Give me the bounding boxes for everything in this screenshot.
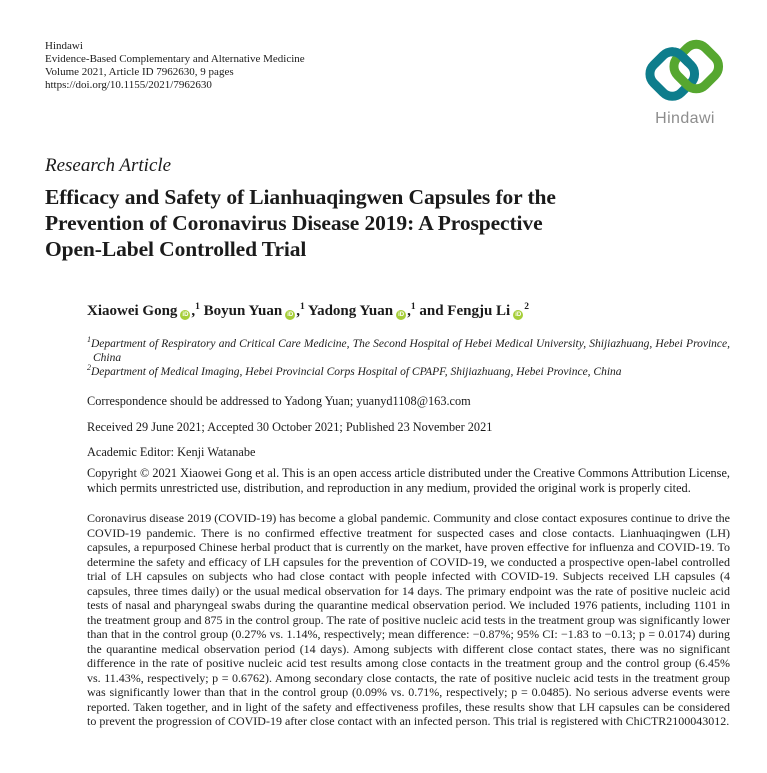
orcid-icon[interactable]: iD [287, 312, 294, 318]
masthead [45, 40, 305, 92]
authors-line [87, 303, 529, 320]
article-title-line: Efficacy and Safety of Lianhuaqingwen Capsules for the [45, 185, 556, 209]
orcid-icon[interactable]: iD [398, 312, 405, 318]
author-affiliation-ref: 1 [410, 302, 416, 312]
author: Boyun Yuan iD ,$^1$ [203, 302, 305, 319]
article-title-line: Prevention of Coronavirus Disease 2019: A Prospective [45, 211, 543, 235]
orcid-icon[interactable]: iD [182, 312, 189, 318]
affiliations [87, 337, 730, 379]
correspondence-email[interactable]: yuanyd1108@163.com [356, 394, 471, 408]
author: Xiaowei Gong iD ,$^1$ [87, 302, 200, 319]
publisher-name: Hindawi [45, 40, 83, 52]
journal-name: Evidence-Based Complementary and Alternative Medicine [45, 53, 305, 65]
copyright-notice: Copyright © 2021 Xiaowei Gong et al. This is an open access article distributed under the Creative Commons Attribution License, which permits unrestricted use, distribution, and reproduction in any medium, provided the original work is properly cited. [87, 466, 730, 495]
affiliation-sup: 2 [87, 363, 91, 373]
author: Yadong Yuan iD ,$^1$ [307, 302, 416, 319]
orcid-icon[interactable]: iD [515, 312, 522, 318]
affiliation-sup: 1 [87, 335, 91, 345]
author-affiliation-ref: 1 [299, 302, 305, 312]
hindawi-rings-icon [643, 38, 727, 104]
academic-editor-line: Academic Editor: Kenji Watanabe [87, 445, 256, 459]
affiliation: $^2$Department of Medical Imaging, Hebei Provincial Corps Hospital of CPAPF, Shijiazhuang, Hebei Province, China [87, 363, 622, 378]
correspondence-line [87, 394, 730, 409]
author-affiliation-ref: 1 [195, 302, 200, 312]
article-title-line: Open-Label Controlled Trial [45, 237, 307, 261]
author-affiliation-ref: 2 [524, 302, 529, 312]
author: and Fengju Li $iD^2$ [419, 302, 529, 319]
logo-brand-text: Hindawi [655, 110, 715, 127]
article-title [45, 184, 556, 262]
volume-line: Volume 2021, Article ID 7962630, 9 pages [45, 66, 234, 78]
doi-link[interactable]: https://doi.org/10.1155/2021/7962630 [45, 79, 212, 91]
correspondence-text: Correspondence should be addressed to Yadong Yuan; [87, 394, 357, 408]
hindawi-logo [642, 38, 728, 128]
affiliation: $^1$Department of Respiratory and Critical Care Medicine, The Second Hospital of Hebei Medical University, Shijiazhuang, Hebei Province, China [87, 335, 730, 364]
abstract-text: Coronavirus disease 2019 (COVID-19) has become a global pandemic. Community and close contact exposures continue to drive the COVID-19 pandemic. There is no confirmed effective treatment for suspected cases and close contacts. Lianhuaqingwen (LH) capsules, a repurposed Chinese herbal product that is currently on the market, have proven effective for influenza and COVID-19. To determine the safety and efficacy of LH capsules for the prevention of COVID-19, we conducted a prospective open-label controlled trial of LH capsules on subjects who had close contact with people infected with COVID-19. Subjects received LH capsules (4 capsules, three times daily) or the usual medical observation for 14 days. The primary endpoint was the rate of positive nucleic acid tests of nasal and pharyngeal swabs during the quarantine medical observation period. We included 1976 patients, including 1101 in the treatment group and 875 in the control group. The rate of positive nucleic acid tests in the treatment group was significantly lower than that in the control group (0.27% vs. 1.14%, respectively; mean difference: −0.87%; 95% CI: −1.83 to −0.13; p = 0.0174) during the quarantine medical observation period (14 days). Among subjects with different close contact states, there was no significant difference in the rate of positive nucleic acid test results among close contacts in the treatment group and the control group (6.45% vs. 11.43%, respectively; p = 0.6762). Among secondary close contacts, the rate of positive nucleic acid tests in the treatment group was significantly lower than that in the control group (0.09% vs. 0.71%, respectively; p = 0.0485). No serious adverse events were reported. Taken together, and in light of the safety and effectiveness profiles, these results show that LH capsules can be considered to prevent the progression of COVID-19 after close contact with an infected person. This trial is registered with ChiCTR2100043012. [87, 511, 730, 728]
article-type-label: Research Article [45, 155, 172, 176]
article-history-line: Received 29 June 2021; Accepted 30 October 2021; Published 23 November 2021 [87, 420, 493, 434]
